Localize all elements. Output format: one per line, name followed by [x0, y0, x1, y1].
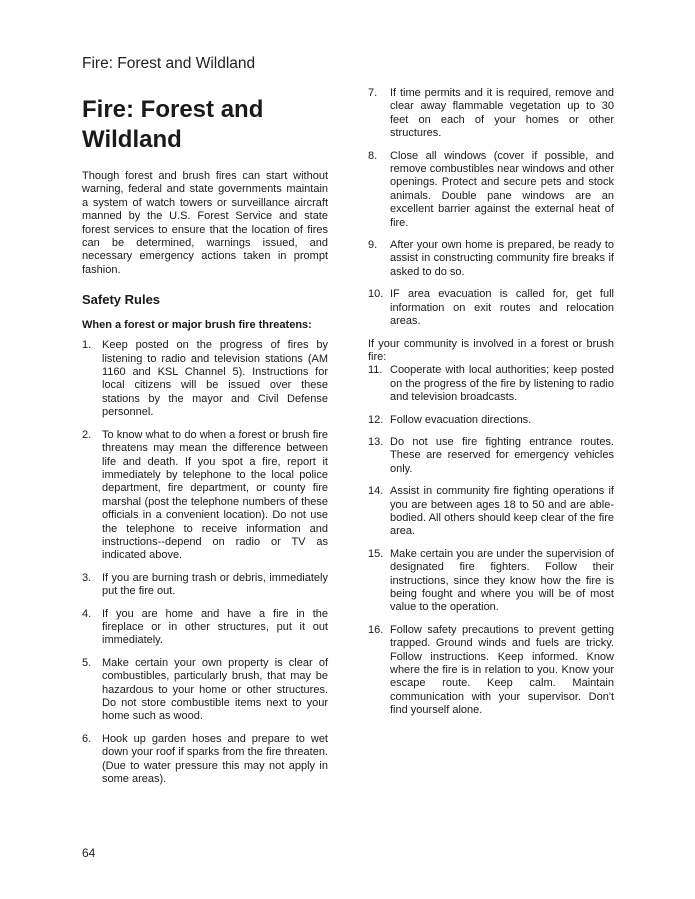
item-text: Assist in community fire fighting operations if you are between ages 18 to 50 and are able-bodied. All others should keep clear of the fire area. — [390, 485, 614, 538]
list-item — [368, 624, 614, 718]
list-item — [368, 414, 614, 427]
rules-list-right-b — [368, 364, 614, 717]
item-number: 3. — [82, 571, 92, 584]
list-item — [82, 429, 328, 563]
page-title — [82, 95, 328, 155]
item-text: Keep posted on the progress of fires by listening to radio and television stations (AM 1160 and KSL Channel 5). Instructions for local citizens will be issued over these stations by the mayor and Civil Defense personnel. — [102, 339, 328, 419]
item-text: Make certain you are under the supervision of designated fire fighters. Follow their instructions, since they know how the fire is being fought and where you will be of most value to the operation. — [390, 547, 614, 614]
running-head: Fire: Forest and Wildland — [82, 55, 256, 72]
page-number: 64 — [82, 846, 96, 860]
item-number: 13. — [368, 435, 384, 448]
list-item — [368, 288, 614, 328]
list-item — [82, 339, 328, 419]
left-column — [82, 95, 328, 795]
list-item — [368, 87, 614, 141]
item-number: 8. — [368, 149, 378, 162]
item-text: To know what to do when a forest or brush fire threatens may mean the difference between life and death. If you spot a fire, report it immediately by telephone to the local police department, fire department, or county fire marshal (post the telephone numbers of these officials in a convenient location). Do not use the telephone to receive information and instructions--depend on radio or TV as indicated above. — [102, 428, 328, 562]
list-item — [82, 733, 328, 787]
page-title-line-1: Fire: Forest and — [82, 96, 264, 123]
interlude-paragraph: If your community is involved in a forest or brush fire: — [368, 337, 614, 363]
item-number: 6. — [82, 732, 92, 745]
list-item — [82, 608, 328, 648]
item-text: Hook up garden hoses and prepare to wet down your roof if sparks from the fire threaten. (Due to water pressure this may not apply in some areas). — [102, 732, 328, 786]
item-number: 5. — [82, 656, 92, 669]
item-number: 16. — [368, 623, 384, 636]
list-item — [368, 239, 614, 279]
list-item — [82, 572, 328, 599]
item-number: 1. — [82, 339, 92, 352]
list-item — [368, 485, 614, 539]
item-number: 9. — [368, 239, 378, 252]
item-text: Close all windows (cover if possible, and remove combustibles near windows and other openings. Protect and secure pets and stock animals. Double pane windows are an excellent barrier against the external heat of fire. — [390, 149, 614, 229]
item-text: If time permits and it is required, remove and clear away flammable vegetation up to 30 feet on each of your homes or other structures. — [390, 87, 614, 140]
list-item — [368, 150, 614, 230]
rules-list-left — [82, 339, 328, 786]
rules-list-right-a — [368, 87, 614, 329]
item-text: Follow safety precautions to prevent getting trapped. Ground winds and fuels are tricky. Follow instructions. Keep informed. Know where the fire is in relation to you. Know your escape route. Keep calm. Maintain communication with your supervisor. Don't find yourself alone. — [390, 623, 614, 717]
list-item — [368, 548, 614, 615]
item-number: 15. — [368, 547, 384, 560]
item-text: Make certain your own property is clear of combustibles, particularly brush, that may be hazardous to your home or other structures. Do not store combustible items next to your home such as wood. — [102, 656, 328, 723]
item-number: 7. — [368, 87, 378, 99]
item-number: 2. — [82, 428, 92, 441]
item-text: If you are burning trash or debris, immediately put the fire out. — [102, 571, 328, 598]
right-column — [368, 87, 614, 727]
list-item — [82, 657, 328, 724]
list-item — [368, 436, 614, 476]
item-number: 12. — [368, 413, 384, 426]
item-number: 11. — [368, 364, 383, 377]
subheading: When a forest or major brush fire threatens: — [82, 319, 312, 332]
item-text: After your own home is prepared, be ready to assist in constructing community fire breaks if asked to do so. — [390, 239, 614, 278]
item-number: 14. — [368, 485, 384, 498]
section-heading: Safety Rules — [82, 292, 161, 308]
item-number: 4. — [82, 607, 92, 620]
item-number: 10. — [368, 288, 384, 301]
item-text: If you are home and have a fire in the fireplace or in other structures, put it out immediately. — [102, 607, 328, 647]
item-text: IF area evacuation is called for, get full information on exit routes and relocation areas. — [390, 288, 614, 328]
item-text: Follow evacuation directions. — [390, 413, 532, 426]
page-title-line-2: Wildland — [82, 126, 182, 153]
list-item — [368, 364, 614, 404]
intro-paragraph: Though forest and brush fires can start without warning, federal and state governments maintain a system of watch towers or surveillance aircraft manned by the U.S. Forest Service and state forest services to ensure that the location of fires can be determined, warnings issued, and necessary emergency actions taken in prompt fashion. — [82, 170, 328, 276]
item-text: Cooperate with local authorities; keep posted on the progress of the fire by listening to radio and television broadcasts. — [390, 364, 614, 404]
item-text: Do not use fire fighting entrance routes. These are reserved for emergency vehicles only. — [390, 435, 614, 475]
